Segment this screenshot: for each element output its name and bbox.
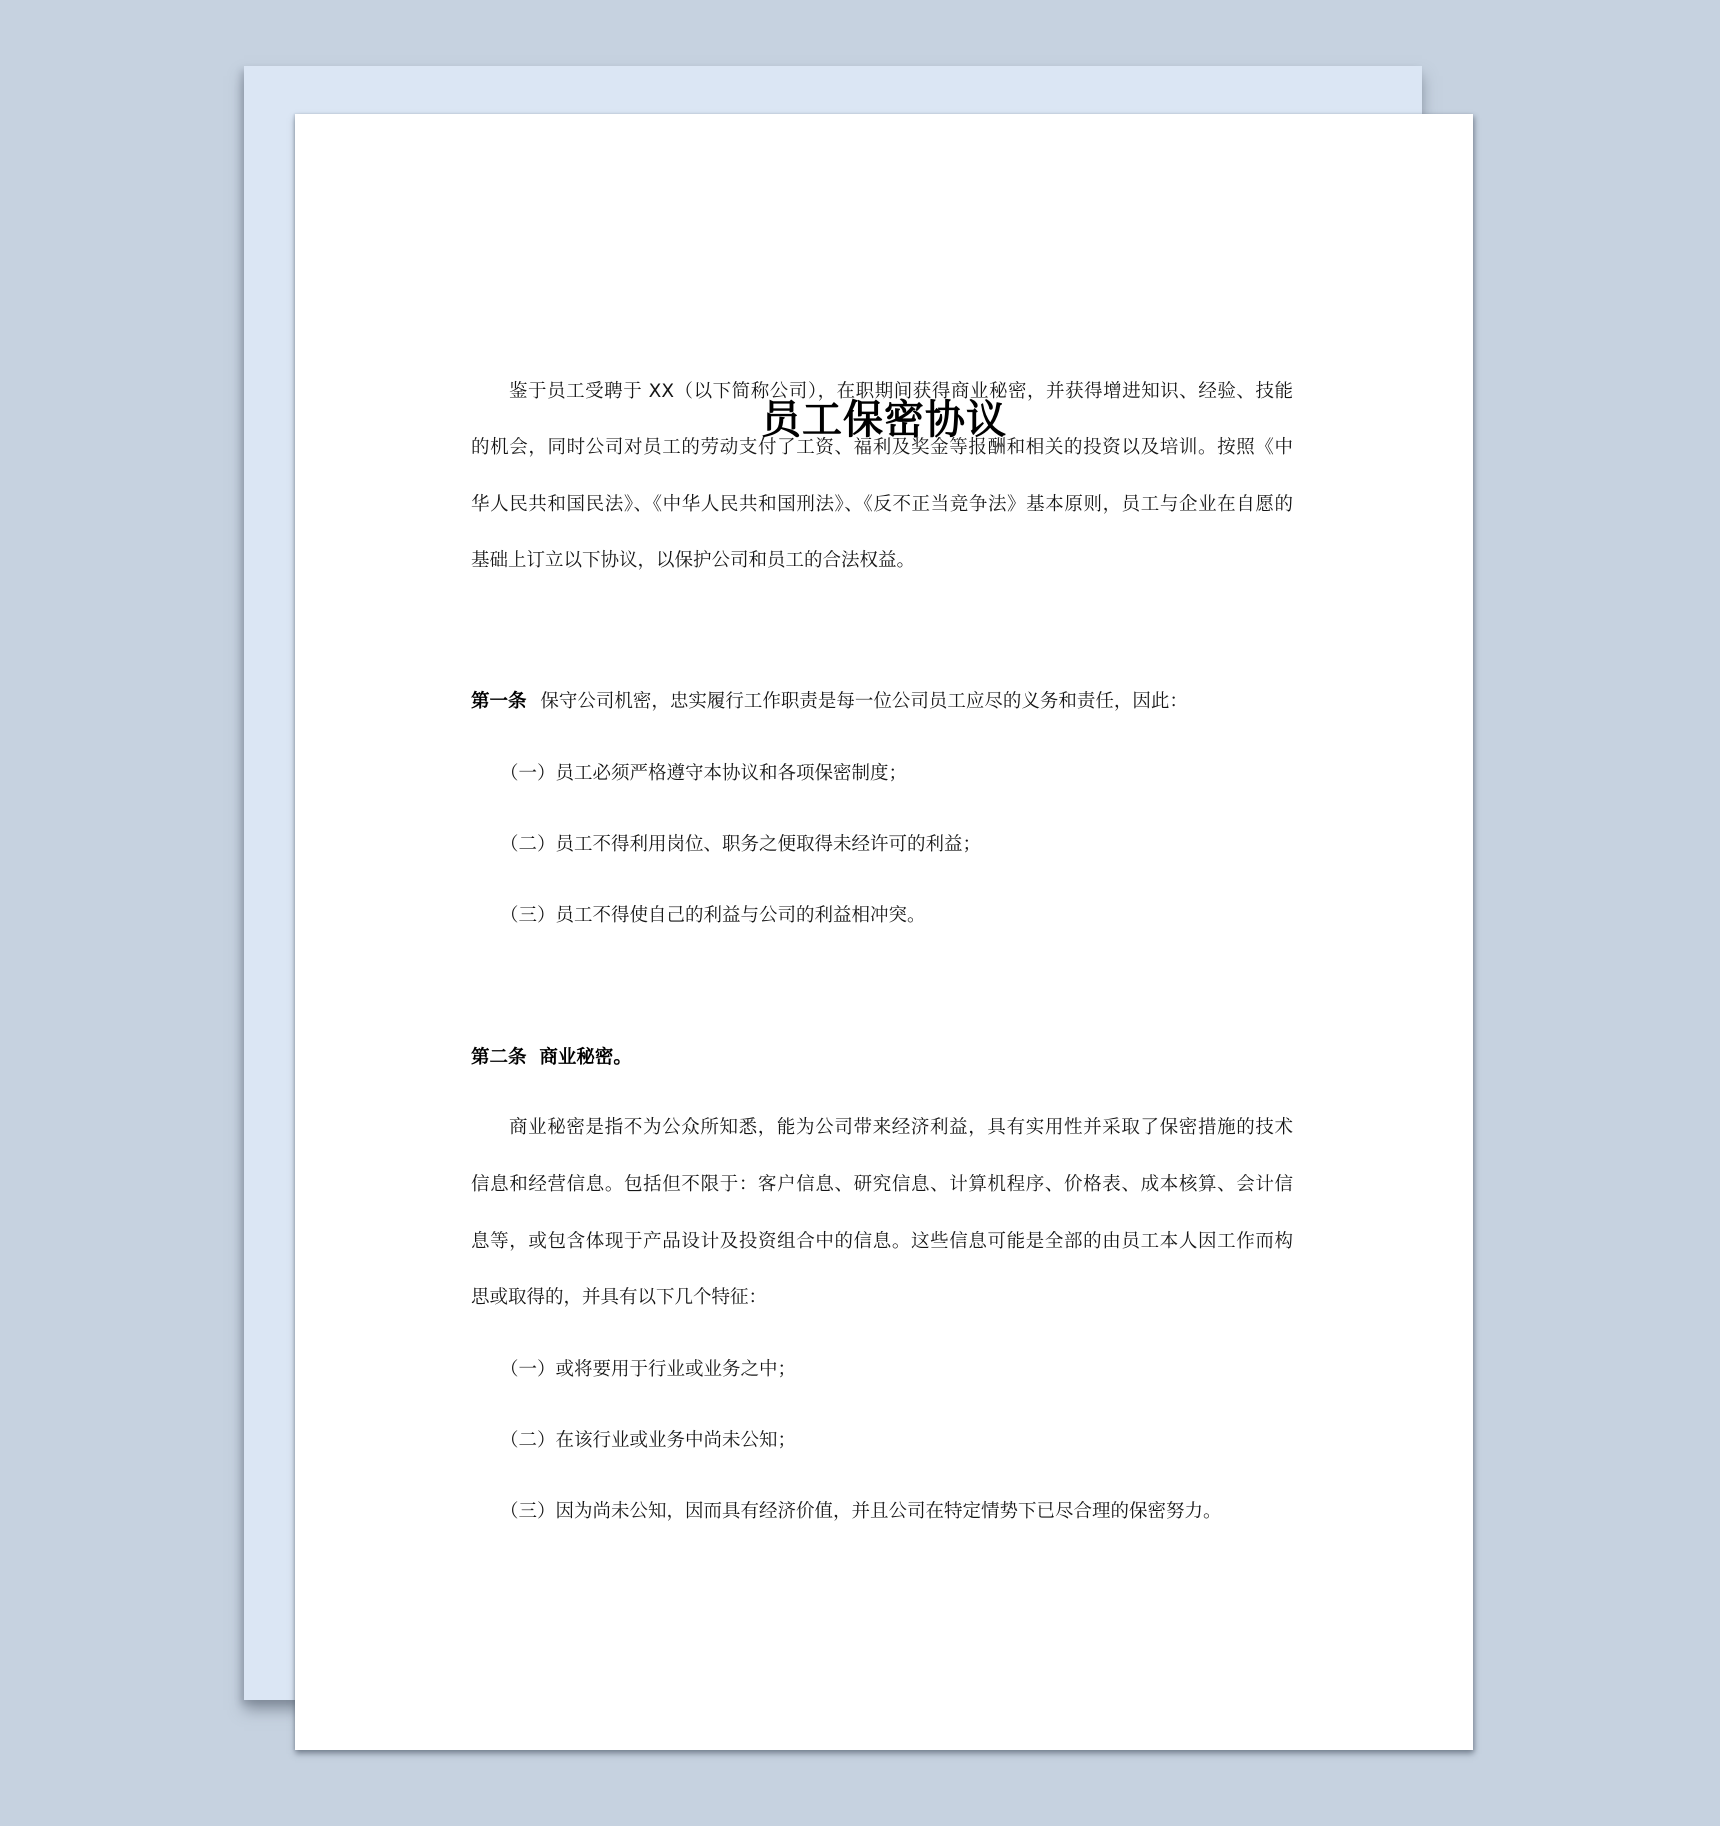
document-page <box>295 114 1473 1750</box>
article-1-item-3: （三）员工不得使自己的利益与公司的利益相冲突。 <box>500 905 926 926</box>
article-2-para-line-1: 商业秘密是指不为公众所知悉，能为公司带来经济利益，具有实用性并采取了保密措施的技术 <box>509 1117 1293 1138</box>
intro-line-2: 的机会，同时公司对员工的劳动支付了工资、福利及奖金等报酬和相关的投资以及培训。按照《中 <box>471 437 1293 458</box>
article-2-para-line-2: 信息和经营信息。包括但不限于：客户信息、研究信息、计算机程序、价格表、成本核算、会计信 <box>471 1174 1293 1195</box>
article-1-item-2: （二）员工不得利用岗位、职务之便取得未经许可的利益； <box>500 834 982 855</box>
article-2-para-line-3: 息等，或包含体现于产品设计及投资组合中的信息。这些信息可能是全部的由员工本人因工作而构 <box>471 1231 1293 1252</box>
intro-line-4: 基础上订立以下协议，以保护公司和员工的合法权益。 <box>471 550 916 571</box>
intro-line-3: 华人民共和国民法》、《中华人民共和国刑法》、《反不正当竞争法》基本原则，员工与企业在自愿的 <box>471 494 1293 515</box>
article-1-item-1: （一）员工必须严格遵守本协议和各项保密制度； <box>500 763 908 784</box>
article-2-heading: 第二条 商业秘密。 <box>471 1047 632 1068</box>
article-1-text: 保守公司机密，忠实履行工作职责是每一位公司员工应尽的义务和责任，因此： <box>540 691 1188 712</box>
article-2-item-1: （一）或将要用于行业或业务之中； <box>500 1359 797 1380</box>
article-2-item-3: （三）因为尚未公知，因而具有经济价值，并且公司在特定情势下已尽合理的保密努力。 <box>500 1501 1222 1522</box>
document-title: 员工保密协议 <box>761 397 1007 443</box>
article-1-line <box>471 689 1188 715</box>
intro-line-1: 鉴于员工受聘于 XX（以下简称公司），在职期间获得商业秘密，并获得增进知识、经验、技能 <box>509 381 1293 402</box>
article-1-heading: 第一条 <box>471 691 527 712</box>
article-2-para-line-4: 思或取得的，并具有以下几个特征： <box>471 1287 768 1308</box>
article-2-item-2: （二）在该行业或业务中尚未公知； <box>500 1430 797 1451</box>
